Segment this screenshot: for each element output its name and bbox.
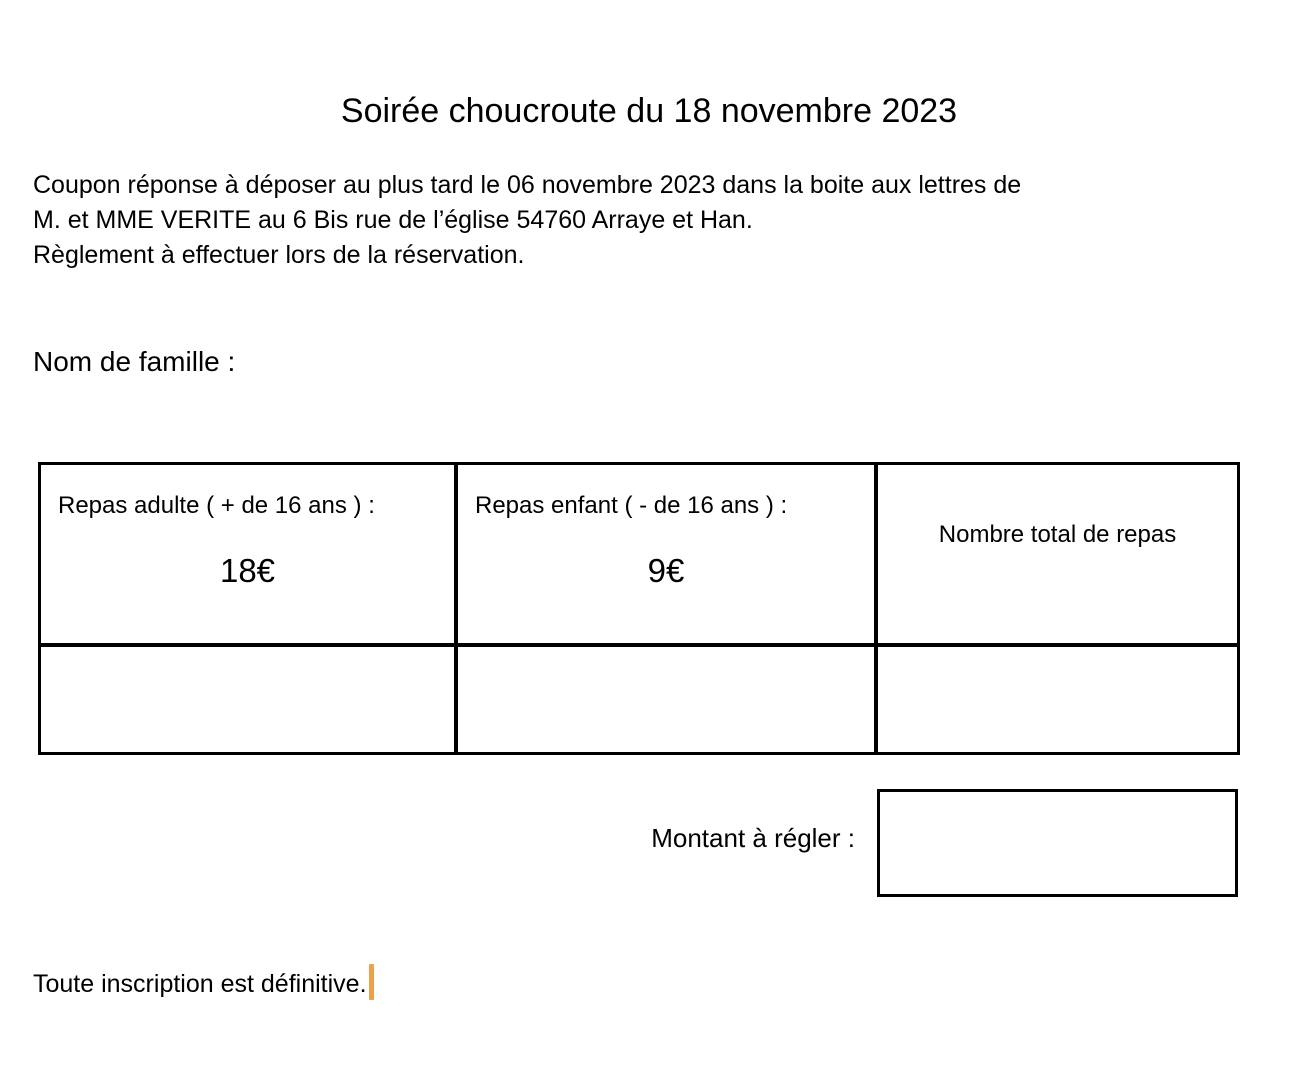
family-name-label: Nom de famille : [33, 346, 236, 377]
closing-note [33, 964, 374, 1000]
child-meal-count-cell[interactable] [458, 647, 878, 752]
text-caret [369, 964, 374, 1000]
page-title: Soirée choucroute du 18 novembre 2023 [340, 92, 958, 130]
amount-due-box[interactable] [877, 789, 1238, 897]
adult-meal-count-cell[interactable] [41, 647, 458, 752]
child-meal-label: Repas enfant ( - de 16 ans ) : [475, 492, 788, 519]
intro-line-1: Coupon réponse à déposer au plus tard le 06 novembre 2023 dans la boite aux lettres de [33, 171, 1022, 199]
total-meals-count-cell[interactable] [878, 647, 1237, 752]
closing-note-text: Toute inscription est définitive. [33, 970, 367, 998]
child-meal-header-cell [458, 465, 878, 647]
adult-meal-price: 18€ [219, 552, 276, 589]
amount-due-label: Montant à régler : [651, 823, 855, 853]
intro-line-3: Règlement à effectuer lors de la réservation. [33, 241, 525, 269]
total-meals-header-cell [878, 465, 1237, 647]
adult-meal-label: Repas adulte ( + de 16 ans ) : [58, 492, 375, 519]
adult-meal-header-cell [41, 465, 458, 647]
child-meal-price: 9€ [647, 552, 685, 589]
intro-paragraph [33, 168, 1021, 273]
pricing-table [38, 462, 1240, 755]
total-meals-label: Nombre total de repas [938, 521, 1177, 548]
intro-line-2: M. et MME VERITE au 6 Bis rue de l’église 54760 Arraye et Han. [33, 206, 753, 234]
